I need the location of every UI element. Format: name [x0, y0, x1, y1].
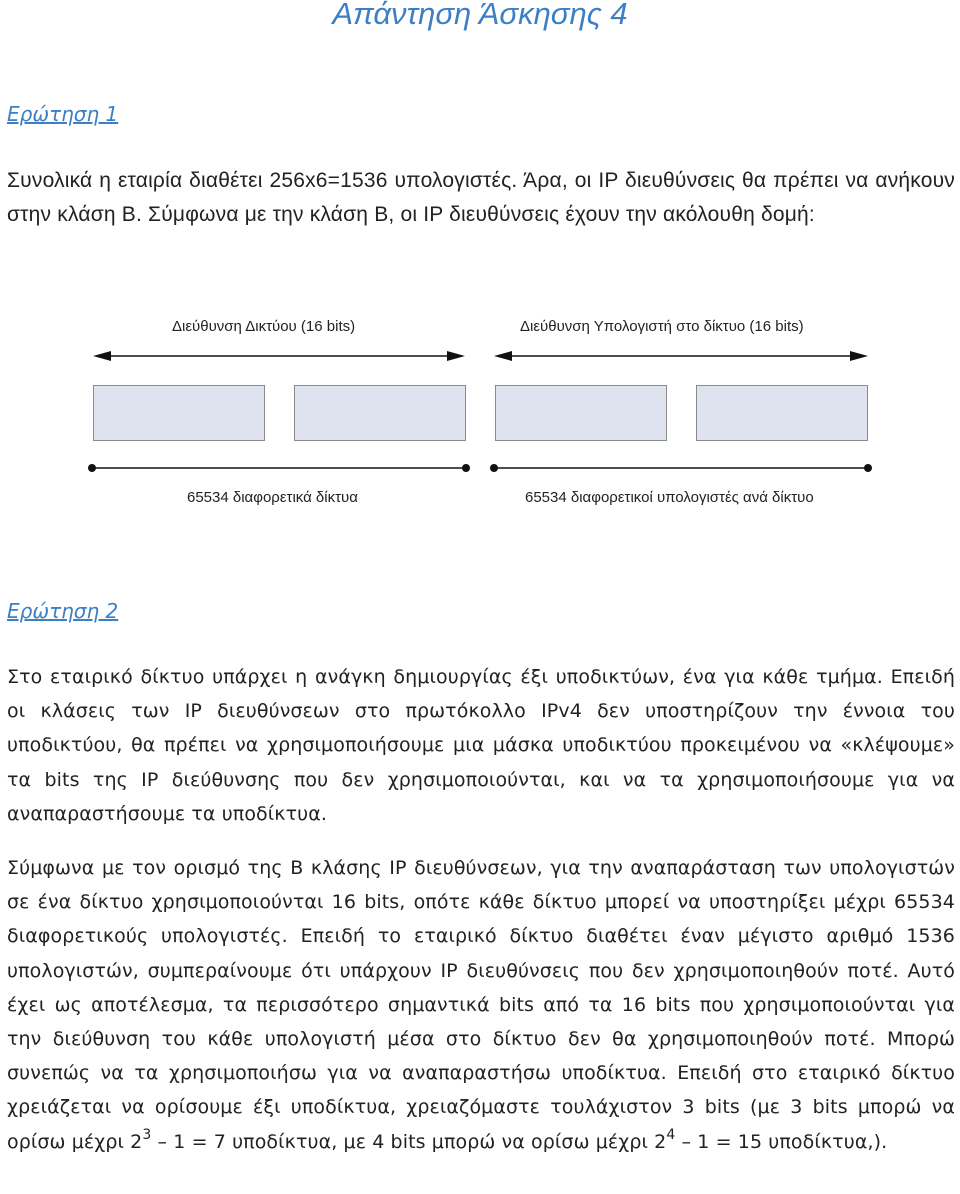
diagram-lines — [0, 0, 960, 520]
host-address-label: Διεύθυνση Υπολογιστή στο δίκτυο (16 bits) — [520, 318, 804, 335]
exponent-4: 4 — [666, 1126, 676, 1143]
page-title: Απάντηση Άσκησης 4 — [332, 0, 628, 31]
octet-box-2 — [294, 385, 466, 441]
host-arrow-left-head — [494, 351, 512, 361]
octet-box-4 — [696, 385, 868, 441]
host-range-start-dot — [490, 464, 498, 472]
question-2-heading: Ερώτηση 2 — [7, 599, 119, 623]
paragraph-2-text-end: – 1 = 15 υποδίκτυα,). — [675, 1130, 888, 1153]
question-1-text: Συνολικά η εταιρία διαθέτει 256x6=1536 υπολογιστές. Άρα, οι IP διευθύνσεις θα πρέπει να ανήκουν στην κλάση Β. Σύμφωνα με την κλάση Β, οι IP διευθύνσεις έχουν την ακόλουθη δομή: — [7, 169, 955, 226]
exponent-3: 3 — [142, 1126, 152, 1143]
networks-count-label: 65534 διαφορετικά δίκτυα — [187, 489, 358, 506]
question-2-paragraph-1: Στο εταιρικό δίκτυο υπάρχει η ανάγκη δημιουργίας έξι υποδικτύων, ένα για κάθε τμήμα. Επειδή οι κλάσεις των IP διευθύνσεων στο πρωτόκολλο IPv4 δεν υποστηρίζουν την έννοια του υποδικτύου, θα πρέπει να χρησιμοποιήσουμε μια μάσκα υποδικτύου προκειμένου να «κλέψουμε» τα bits της IP διεύθυνσης που δεν χρησιμοποιούνται, και να τα χρησιμοποιήσουμε για να αναπαραστήσουμε τα υποδίκτυα. — [7, 666, 955, 825]
host-range-end-dot — [864, 464, 872, 472]
paragraph-2-text-mid: – 1 = 7 υποδίκτυα, με 4 bits μπορώ να ορίσω μέχρι 2 — [151, 1130, 667, 1153]
paragraph-2-text-start: Σύμφωνα με τον ορισμό της Β κλάσης IP διευθύνσεων, για την αναπαράσταση των υπολογιστών σε ένα δίκτυο χρησιμοποιούνται 16 bits, οπότε κάθε δίκτυο μπορεί να υποστηρίξει μέχρι 65534 διαφορετικούς υπολογιστές. Επειδή το εταιρικό δίκτυο διαθέτει έναν μέγιστο αριθμό 1536 υπολογιστών, συμπεραίνουμε ότι υπάρχουν IP διευθύνσεις που δεν χρησιμοποιηθούν ποτέ. Αυτό έχει ως αποτέλεσμα, τα περισσότερο σημαντικά bits από τα 16 bits που χρησιμοποιούνται για την διεύθυνση του κάθε υπολογιστή μέσα στο δίκτυο δεν θα χρησιμοποιηθούν ποτέ. Μπορώ συνεπώς να τα χρησιμοποιήσω για να αναπαραστήσω υποδίκτυα. Επειδή στο εταιρικό δίκτυο χρειάζεται να ορίσουμε έξι υποδίκτυα, χρειαζόμαστε τουλάχιστον 3 bits (με 3 bits μπορώ να ορίσω μέχρι 2 — [7, 857, 955, 1153]
network-arrow-left-head — [93, 351, 111, 361]
network-range-end-dot — [462, 464, 470, 472]
network-range-start-dot — [88, 464, 96, 472]
host-arrow-right-head — [850, 351, 868, 361]
octet-box-1 — [93, 385, 265, 441]
network-address-label: Διεύθυνση Δικτύου (16 bits) — [172, 318, 356, 335]
octet-box-3 — [495, 385, 667, 441]
network-arrow-right-head — [447, 351, 465, 361]
question-2-paragraph-2 — [7, 851, 955, 1161]
question-1-heading: Ερώτηση 1 — [7, 102, 119, 126]
hosts-count-label: 65534 διαφορετικοί υπολογιστές ανά δίκτυο — [525, 489, 814, 506]
